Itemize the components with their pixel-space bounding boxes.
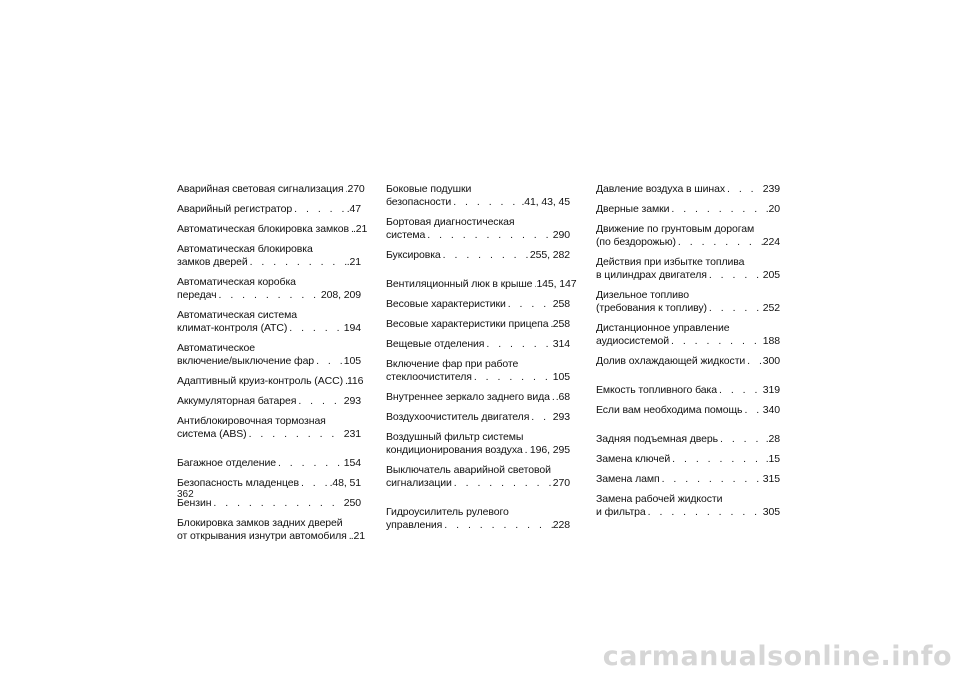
entry-line [177, 223, 368, 236]
entry-text: (по бездорожью) [596, 236, 676, 248]
entry-page-ref: 293 [552, 411, 570, 423]
entry-page-ref: 208, 209 [320, 289, 361, 301]
entry-line [177, 457, 361, 470]
entry-line [386, 318, 570, 331]
entry-page-ref: 188 [762, 335, 780, 347]
index-entry [596, 183, 780, 196]
entry-text: безопасности [386, 196, 452, 208]
entry-line [596, 506, 780, 519]
entry-page-ref: .47 [346, 203, 361, 215]
entry-page-ref: 258 [552, 318, 570, 330]
entry-text: Автоматическая система [177, 309, 297, 321]
index-entry [596, 256, 780, 282]
entry-page-ref: .20 [765, 203, 780, 215]
entry-line [596, 269, 780, 282]
entry-page-ref: 105 [343, 355, 361, 367]
entry-text: Автоматическая блокировка [177, 243, 313, 255]
index-entry [596, 223, 780, 249]
entry-text: система (ABS) [177, 428, 247, 440]
entry-text: Адаптивный круиз-контроль (ACC) [177, 375, 343, 387]
entry-page-ref: 314 [552, 338, 570, 350]
index-entry [386, 216, 570, 242]
index-entry [177, 342, 361, 368]
entry-page-ref: 224 [762, 236, 780, 248]
entry-text: Багажное отделение [177, 457, 276, 469]
entry-line [386, 444, 570, 457]
dot-leader [646, 506, 763, 519]
entry-page-ref: 255, 282 [529, 249, 570, 261]
entry-line [596, 302, 780, 315]
entry-line [177, 322, 361, 335]
entry-line [177, 497, 361, 510]
entry-text: Выключатель аварийной световой [386, 464, 551, 476]
entry-line [177, 289, 361, 302]
index-entry [386, 183, 570, 209]
entry-page-ref: .48, 51 [329, 477, 361, 489]
entry-text: кондиционирования воздуха [386, 444, 523, 456]
entry-line [386, 391, 570, 404]
entry-text: от открывания изнутри автомобиля [177, 530, 347, 542]
dot-leader [299, 477, 330, 490]
entry-text: Дизельное топливо [596, 289, 689, 301]
entry-page-ref: 194 [343, 322, 361, 334]
entry-page-ref: 300 [762, 355, 780, 367]
entry-line [386, 249, 570, 262]
entry-text: Аккумуляторная батарея [177, 395, 297, 407]
entry-text: Давление воздуха в шинах [596, 183, 725, 195]
entry-page-ref: 145, 147 [536, 278, 577, 290]
entry-text: включение/выключение фар [177, 355, 315, 367]
entry-text: Замена ключей [596, 453, 671, 465]
entry-line [177, 375, 364, 388]
dot-leader [211, 497, 343, 510]
index-entry [386, 358, 570, 384]
entry-text: Буксировка [386, 249, 441, 261]
index-entry [177, 309, 361, 335]
entry-text: Дверные замки [596, 203, 670, 215]
entry-line [177, 183, 365, 196]
entry-text: Вещевые отделения [386, 338, 485, 350]
entry-text: Действия при избытке топлива [596, 256, 745, 268]
entry-text: передач [177, 289, 217, 301]
dot-leader [247, 428, 344, 441]
entry-page-ref: 231 [343, 428, 361, 440]
entry-line [386, 229, 570, 242]
entry-line [596, 384, 780, 397]
entry-page-ref: 196, 295 [529, 444, 570, 456]
entry-page-ref: 315 [762, 473, 780, 485]
dot-leader [718, 433, 766, 446]
dot-leader [725, 183, 763, 196]
watermark: carmanualsonline.info [602, 641, 952, 672]
entry-text: Весовые характеристики [386, 298, 506, 310]
entry-text: система [386, 229, 426, 241]
entry-line [177, 355, 361, 368]
index-entry [596, 493, 780, 519]
dot-leader [442, 519, 552, 532]
entry-line [596, 335, 780, 348]
entry-text: Если вам необходима помощь [596, 404, 743, 416]
entry-line [596, 355, 780, 368]
dot-leader [529, 411, 552, 424]
entry-text: сигнализации [386, 477, 452, 489]
entry-text: Аварийная световая сигнализация [177, 183, 344, 195]
dot-leader [707, 302, 763, 315]
index-entry [386, 411, 570, 424]
entry-page-ref: 239 [762, 183, 780, 195]
index-entry [177, 517, 366, 543]
dot-leader [676, 236, 763, 249]
index-entry [596, 289, 780, 315]
entry-line [386, 338, 570, 351]
index-entry [177, 477, 361, 490]
entry-text: управления [386, 519, 443, 531]
entry-page-ref: 116 [346, 375, 364, 387]
entry-text: стеклоочистителя [386, 371, 472, 383]
index-entry [177, 395, 361, 408]
index-column-3 [596, 183, 780, 526]
dot-leader [669, 335, 763, 348]
dot-leader [717, 384, 763, 397]
entry-text: и фильтра [596, 506, 646, 518]
entry-page-ref: 305 [762, 506, 780, 518]
entry-text: Автоматическая блокировка замков [177, 223, 349, 235]
entry-text: климат-контроля (АТС) [177, 322, 288, 334]
index-entry [177, 415, 361, 441]
dot-leader [452, 477, 553, 490]
index-entry [596, 203, 780, 216]
entry-text: Антиблокировочная тормозная [177, 415, 326, 427]
dot-leader [296, 395, 343, 408]
entry-page-ref: 250 [343, 497, 361, 509]
entry-text: аудиосистемой [596, 335, 669, 347]
entry-page-ref: 319 [762, 384, 780, 396]
entry-text: Блокировка замков задних дверей [177, 517, 343, 529]
entry-line [386, 278, 577, 291]
entry-line [386, 411, 570, 424]
entry-line [177, 256, 361, 269]
entry-text: в цилиндрах двигателя [596, 269, 707, 281]
entry-text: Автоматическая коробка [177, 276, 296, 288]
entry-text: Замена рабочей жидкости [596, 493, 723, 505]
index-entry [596, 433, 780, 446]
dot-leader [707, 269, 763, 282]
entry-text: Включение фар при работе [386, 358, 519, 370]
dot-leader [670, 453, 766, 466]
index-entry [386, 464, 570, 490]
entry-line [596, 203, 780, 216]
entry-page-ref: .41, 43, 45 [521, 196, 570, 208]
dot-leader [425, 229, 553, 242]
index-entry [177, 497, 361, 510]
entry-text: Аварийный регистратор [177, 203, 293, 215]
dot-leader [669, 203, 765, 216]
entry-text: Бортовая диагностическая [386, 216, 515, 228]
dot-leader [441, 249, 530, 262]
dot-leader [248, 256, 347, 269]
entry-line [596, 404, 780, 417]
entry-line [177, 530, 366, 543]
index-entry [596, 355, 780, 368]
entry-page-ref: 228 [552, 519, 570, 531]
entry-line [596, 236, 780, 249]
entry-line [386, 371, 570, 384]
entry-page-ref: .21 [350, 530, 366, 542]
dot-leader [287, 322, 344, 335]
dot-leader [276, 457, 344, 470]
dot-leader [506, 298, 553, 311]
index-entry [177, 276, 361, 302]
entry-page-ref: .68 [555, 391, 570, 403]
entry-text: Емкость топливного бака [596, 384, 717, 396]
entry-line [386, 196, 570, 209]
index-entry [177, 375, 364, 388]
entry-page-ref: 340 [762, 404, 780, 416]
entry-page-ref: 270 [552, 477, 570, 489]
entry-text: Воздушный фильтр системы [386, 431, 524, 443]
dot-leader [292, 203, 347, 216]
index-entry [386, 249, 570, 262]
entry-text: Долив охлаждающей жидкости [596, 355, 746, 367]
entry-page-ref: 290 [552, 229, 570, 241]
index-entry [596, 404, 780, 417]
index-entry [596, 322, 780, 348]
entry-text: Весовые характеристики прицепа [386, 318, 549, 330]
entry-line [596, 453, 780, 466]
index-entry [596, 453, 780, 466]
entry-line [596, 473, 780, 486]
index-entry [386, 278, 577, 291]
index-column-2 [386, 183, 577, 539]
entry-line [596, 433, 780, 446]
index-entry [596, 473, 780, 486]
dot-leader [660, 473, 763, 486]
index-entry [386, 318, 570, 331]
dot-leader [742, 404, 762, 417]
entry-text: Задняя подъемная дверь [596, 433, 718, 445]
entry-text: Дистанционное управление [596, 322, 730, 334]
entry-page-ref: 293 [343, 395, 361, 407]
entry-page-ref: 258 [552, 298, 570, 310]
entry-text: (требования к топливу) [596, 302, 707, 314]
index-entry [177, 183, 365, 196]
dot-leader [484, 338, 552, 351]
index-entry [177, 457, 361, 470]
entry-page-ref: 105 [552, 371, 570, 383]
entry-text: Внутреннее зеркало заднего вида [386, 391, 550, 403]
dot-leader [451, 196, 521, 209]
entry-line [177, 477, 361, 490]
entry-text: Безопасность младенцев [177, 477, 299, 489]
entry-line [386, 298, 570, 311]
dot-leader [216, 289, 320, 302]
entry-line [177, 395, 361, 408]
entry-line [386, 519, 570, 532]
entry-line [177, 203, 361, 216]
index-entry [386, 431, 570, 457]
entry-line [177, 428, 361, 441]
entry-page-ref: 205 [762, 269, 780, 281]
entry-text: Гидроусилитель рулевого [386, 506, 509, 518]
entry-page-ref: 252 [762, 302, 780, 314]
entry-page-ref: 154 [343, 457, 361, 469]
dot-leader [314, 355, 344, 368]
dot-leader [523, 444, 530, 457]
index-entry [177, 203, 361, 216]
entry-text: Автоматическое [177, 342, 255, 354]
entry-text: Движение по грунтовым дорогам [596, 223, 755, 235]
entry-text: Воздухоочиститель двигателя [386, 411, 530, 423]
index-entry [386, 391, 570, 404]
entry-text: Бензин [177, 497, 212, 509]
index-column-1 [177, 183, 368, 550]
entry-text: Вентиляционный люк в крыше [386, 278, 533, 290]
dot-leader [745, 355, 763, 368]
entry-line [596, 183, 780, 196]
index-entry [386, 506, 570, 532]
entry-page-ref: .15 [765, 453, 780, 465]
index-entry [386, 298, 570, 311]
page-number: 362 [177, 489, 194, 500]
index-entry [596, 384, 780, 397]
index-entry [177, 223, 368, 236]
entry-page-ref: .21 [352, 223, 368, 235]
entry-page-ref: .28 [765, 433, 780, 445]
entry-text: Замена ламп [596, 473, 660, 485]
entry-text: замков дверей [177, 256, 248, 268]
index-entry [386, 338, 570, 351]
dot-leader [472, 371, 553, 384]
index-entry [177, 243, 361, 269]
entry-text: Боковые подушки [386, 183, 472, 195]
entry-page-ref: 270 [347, 183, 365, 195]
entry-page-ref: .21 [346, 256, 361, 268]
entry-line [386, 477, 570, 490]
